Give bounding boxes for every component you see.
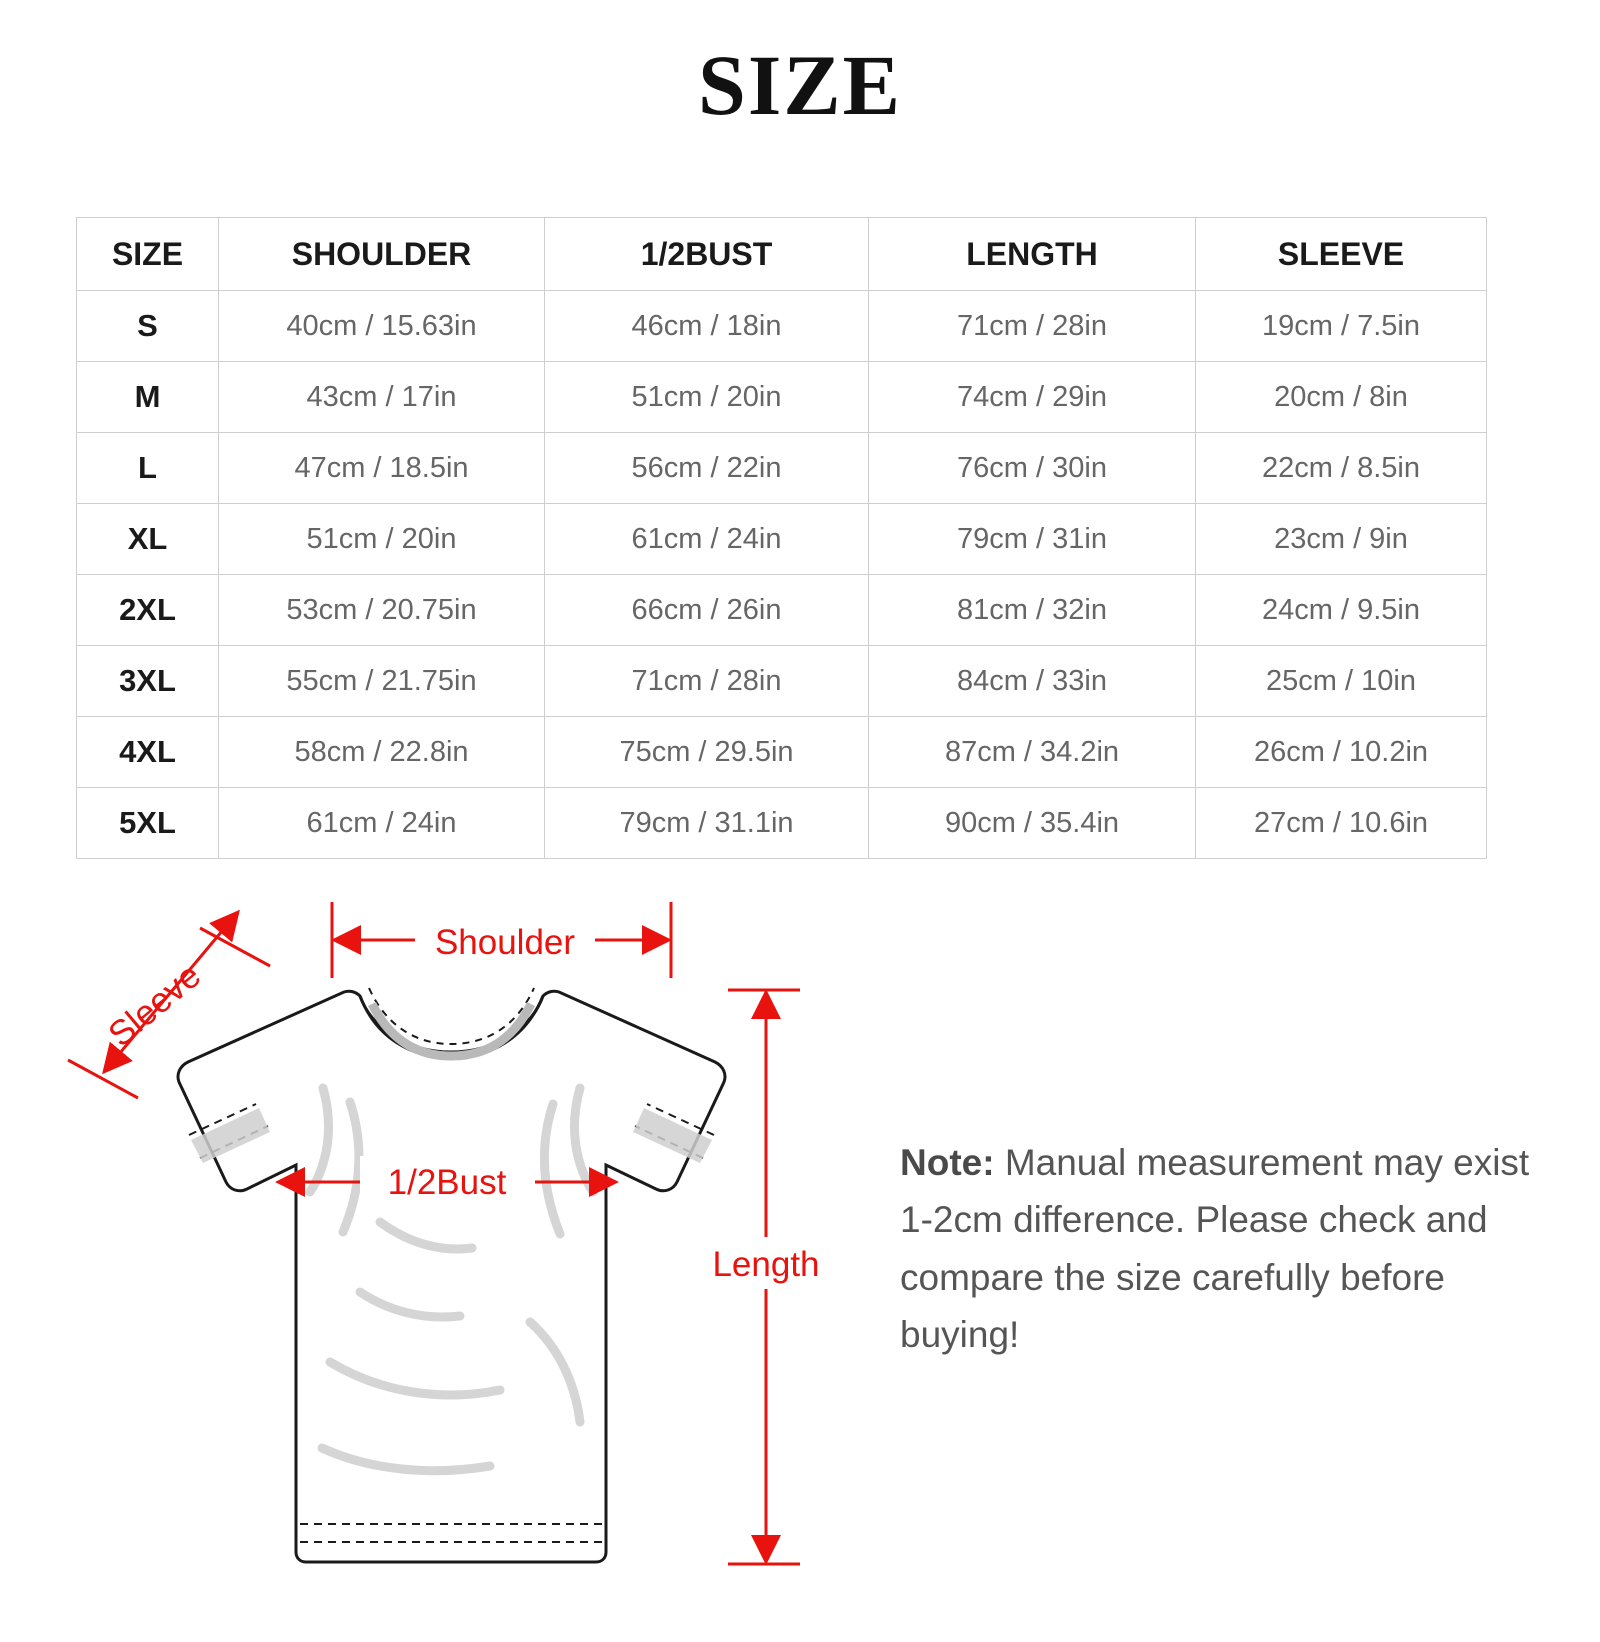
cell-bust: 71cm / 28in xyxy=(545,646,869,717)
cell-length: 90cm / 35.4in xyxy=(869,788,1196,859)
note-text xyxy=(900,1134,1560,1363)
column-header-sleeve: SLEEVE xyxy=(1196,218,1487,291)
length-label: Length xyxy=(712,1245,820,1284)
cell-length: 76cm / 30in xyxy=(869,433,1196,504)
cell-length: 74cm / 29in xyxy=(869,362,1196,433)
table-row xyxy=(77,575,1487,646)
cell-sleeve: 25cm / 10in xyxy=(1196,646,1487,717)
cell-size: 2XL xyxy=(77,575,219,646)
column-header-shoulder: SHOULDER xyxy=(219,218,545,291)
cell-bust: 66cm / 26in xyxy=(545,575,869,646)
cell-sleeve: 20cm / 8in xyxy=(1196,362,1487,433)
cell-size: S xyxy=(77,291,219,362)
cell-size: XL xyxy=(77,504,219,575)
table-row xyxy=(77,291,1487,362)
cell-size: L xyxy=(77,433,219,504)
cell-bust: 79cm / 31.1in xyxy=(545,788,869,859)
cell-bust: 46cm / 18in xyxy=(545,291,869,362)
cell-bust: 51cm / 20in xyxy=(545,362,869,433)
cell-shoulder: 43cm / 17in xyxy=(219,362,545,433)
table-header-row xyxy=(77,218,1487,291)
cell-size: 5XL xyxy=(77,788,219,859)
cell-shoulder: 55cm / 21.75in xyxy=(219,646,545,717)
cell-length: 81cm / 32in xyxy=(869,575,1196,646)
cell-shoulder: 47cm / 18.5in xyxy=(219,433,545,504)
table-row xyxy=(77,433,1487,504)
cell-length: 79cm / 31in xyxy=(869,504,1196,575)
shoulder-label: Shoulder xyxy=(434,923,576,962)
sleeve-label: Sleeve xyxy=(101,955,209,1055)
page-title: SIZE xyxy=(697,37,903,133)
cell-sleeve: 24cm / 9.5in xyxy=(1196,575,1487,646)
table-row xyxy=(77,504,1487,575)
cell-sleeve: 23cm / 9in xyxy=(1196,504,1487,575)
measurement-diagram xyxy=(0,882,1600,1642)
size-chart-table-container xyxy=(76,217,1486,859)
cell-size: M xyxy=(77,362,219,433)
tshirt-outline xyxy=(178,991,725,1562)
column-header-length: LENGTH xyxy=(869,218,1196,291)
column-header-bust: 1/2BUST xyxy=(545,218,869,291)
note-label: Note: xyxy=(900,1142,995,1183)
cell-length: 87cm / 34.2in xyxy=(869,717,1196,788)
cell-sleeve: 26cm / 10.2in xyxy=(1196,717,1487,788)
column-header-size: SIZE xyxy=(77,218,219,291)
cell-shoulder: 58cm / 22.8in xyxy=(219,717,545,788)
cell-shoulder: 51cm / 20in xyxy=(219,504,545,575)
bust-label: 1/2Bust xyxy=(387,1163,507,1202)
note-body: Manual measurement may exist 1-2cm difference. Please check and compare the size carefully before buying! xyxy=(900,1142,1530,1356)
cell-size: 4XL xyxy=(77,717,219,788)
cell-length: 71cm / 28in xyxy=(869,291,1196,362)
tshirt-illustration xyxy=(60,892,900,1632)
table-row xyxy=(77,788,1487,859)
cell-bust: 56cm / 22in xyxy=(545,433,869,504)
cell-sleeve: 27cm / 10.6in xyxy=(1196,788,1487,859)
size-chart-table xyxy=(76,217,1487,859)
cell-sleeve: 22cm / 8.5in xyxy=(1196,433,1487,504)
shoulder-dimension xyxy=(332,902,671,978)
cell-shoulder: 40cm / 15.63in xyxy=(219,291,545,362)
table-row xyxy=(77,717,1487,788)
cell-shoulder: 61cm / 24in xyxy=(219,788,545,859)
cell-bust: 61cm / 24in xyxy=(545,504,869,575)
table-row xyxy=(77,362,1487,433)
cell-length: 84cm / 33in xyxy=(869,646,1196,717)
table-row xyxy=(77,646,1487,717)
cell-bust: 75cm / 29.5in xyxy=(545,717,869,788)
cell-sleeve: 19cm / 7.5in xyxy=(1196,291,1487,362)
cell-size: 3XL xyxy=(77,646,219,717)
cell-shoulder: 53cm / 20.75in xyxy=(219,575,545,646)
